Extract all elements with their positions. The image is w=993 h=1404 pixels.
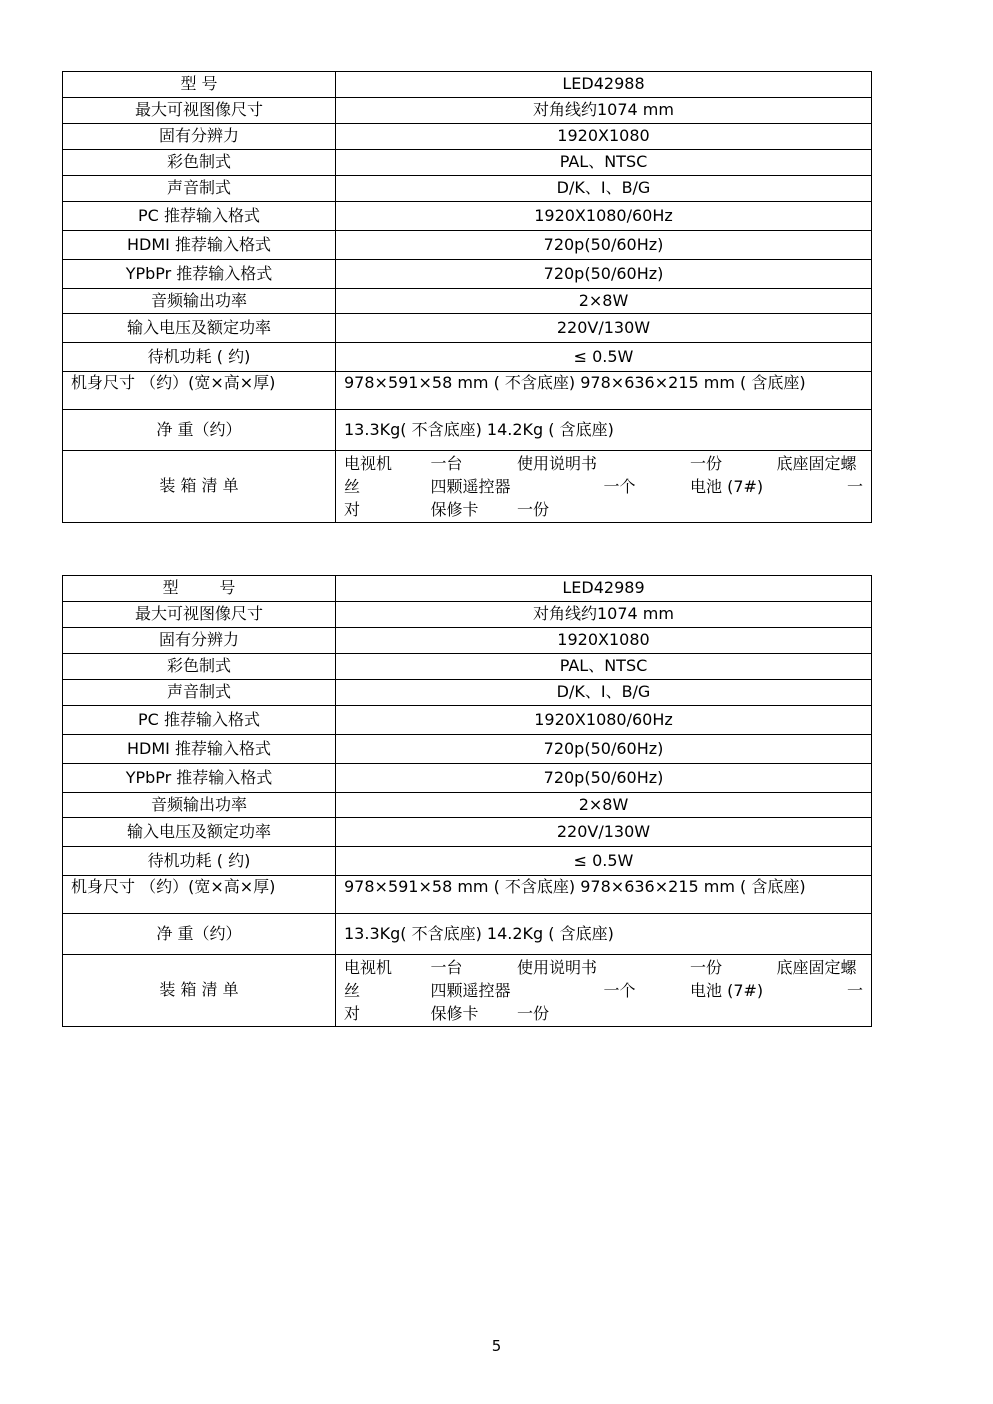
package-item [604,452,691,475]
spec-label: YPbPr 推荐输入格式 [63,764,336,793]
package-item: 对 [344,1004,361,1023]
package-item: 电视机 [344,958,393,977]
table-row [63,602,872,628]
package-item [604,1002,691,1025]
table-row [63,150,872,176]
spec-value: 对角线约1074 mm [336,98,872,124]
spec-label: 最大可视图像尺寸 [63,602,336,628]
spec-label: 声音制式 [63,680,336,706]
table-row [63,793,872,818]
table-row [63,124,872,150]
package-item [517,475,604,498]
table-row [63,260,872,289]
package-item: 使用说明书 [517,958,598,977]
spec-value: 1920X1080 [336,124,872,150]
spec-label: 彩色制式 [63,654,336,680]
spec-label: 最大可视图像尺寸 [63,98,336,124]
spec-value: PAL、NTSC [336,654,872,680]
package-item [777,498,864,521]
spec-label: 输入电压及额定功率 [63,818,336,847]
package-item: 四颗遥控器 [430,981,511,1000]
spec-label: PC 推荐输入格式 [63,202,336,231]
spec-label: 输入电压及额定功率 [63,314,336,343]
package-label: 装 箱 清 单 [63,451,336,523]
spec-value: PAL、NTSC [336,150,872,176]
table-row [63,98,872,124]
table-row [63,314,872,343]
table-row [63,735,872,764]
package-item: 一份 [517,500,550,519]
spec-value: 978×591×58 mm ( 不含底座) 978×636×215 mm ( 含底座) [336,372,872,410]
package-item [690,1002,777,1025]
spec-value: 1920X1080/60Hz [336,706,872,735]
package-item: 电视机 [344,454,393,473]
spec-value: 220V/130W [336,818,872,847]
package-item: 一份 [690,958,723,977]
page-number: 5 [491,1337,502,1355]
spec-table-led42989 [62,575,872,1027]
spec-value: 2×8W [336,289,872,314]
table-row [63,628,872,654]
spec-table-led42988 [62,71,872,523]
package-item [777,1002,864,1025]
package-item: 一 [846,981,863,1000]
spec-value: 13.3Kg( 不含底座) 14.2Kg ( 含底座) [336,410,872,451]
package-item: 底座固定螺 [776,454,857,473]
table-row [63,289,872,314]
spec-value: 1920X1080/60Hz [336,202,872,231]
package-item [604,956,691,979]
spec-value: 13.3Kg( 不含底座) 14.2Kg ( 含底座) [336,914,872,955]
spec-label: 净 重（约） [63,410,336,451]
table-row [63,654,872,680]
spec-value: 720p(50/60Hz) [336,260,872,289]
package-item: 对 [344,500,361,519]
package-item [690,498,777,521]
package-contents [336,955,872,1027]
table-row [63,706,872,735]
spec-label: 固有分辨力 [63,628,336,654]
table-row [63,764,872,793]
table-row [63,202,872,231]
package-item [604,498,691,521]
spec-label: 待机功耗 ( 约) [63,847,336,876]
spec-label: 机身尺寸 （约）(宽×高×厚) [63,876,336,914]
package-item: 一个 [603,981,636,1000]
table-row [63,680,872,706]
package-item: 使用说明书 [517,454,598,473]
package-item: 底座固定螺 [776,958,857,977]
table-row-package [63,955,872,1027]
spec-label: 音频输出功率 [63,289,336,314]
package-item: 一份 [517,1004,550,1023]
package-label: 装 箱 清 单 [63,955,336,1027]
package-item: 一台 [430,958,463,977]
table-row [63,343,872,372]
table-row [63,876,872,914]
spec-label: HDMI 推荐输入格式 [63,735,336,764]
table-row [63,576,872,602]
package-item: 一台 [430,454,463,473]
spec-value: 220V/130W [336,314,872,343]
package-item: 一个 [603,477,636,496]
package-item: 保修卡 [430,500,479,519]
spec-label: 型 号 [63,576,336,602]
package-item: 一 [846,477,863,496]
spec-value: 720p(50/60Hz) [336,764,872,793]
spec-value: LED42988 [336,72,872,98]
spec-label: 声音制式 [63,176,336,202]
table-row [63,847,872,876]
package-item: 电池 (7#) [690,981,764,1000]
spec-label: 彩色制式 [63,150,336,176]
spec-value: 720p(50/60Hz) [336,735,872,764]
table-row [63,372,872,410]
package-list [344,452,863,521]
table-row [63,818,872,847]
table-row [63,231,872,260]
package-item: 四颗遥控器 [430,477,511,496]
package-contents [336,451,872,523]
spec-value: ≤ 0.5W [336,847,872,876]
spec-value: 对角线约1074 mm [336,602,872,628]
spec-label: 型 号 [63,72,336,98]
spec-label: 固有分辨力 [63,124,336,150]
spec-label: 音频输出功率 [63,793,336,818]
spec-label: HDMI 推荐输入格式 [63,231,336,260]
spec-label: 净 重（约） [63,914,336,955]
spec-value: ≤ 0.5W [336,343,872,372]
table-row [63,914,872,955]
spec-value: D/K、I、B/G [336,176,872,202]
package-item: 丝 [344,981,361,1000]
spec-value: 1920X1080 [336,628,872,654]
table-row [63,176,872,202]
spec-label: 机身尺寸 （约）(宽×高×厚) [63,372,336,410]
package-item: 一份 [690,454,723,473]
table-row [63,410,872,451]
spec-value: 978×591×58 mm ( 不含底座) 978×636×215 mm ( 含底座) [336,876,872,914]
spec-label: YPbPr 推荐输入格式 [63,260,336,289]
spec-label: PC 推荐输入格式 [63,706,336,735]
table-row-package [63,451,872,523]
package-item [517,979,604,1002]
spec-value: 2×8W [336,793,872,818]
package-item: 保修卡 [430,1004,479,1023]
package-list [344,956,863,1025]
spec-label: 待机功耗 ( 约) [63,343,336,372]
package-item: 电池 (7#) [690,477,764,496]
spec-value: LED42989 [336,576,872,602]
table-row [63,72,872,98]
package-item: 丝 [344,477,361,496]
spec-value: 720p(50/60Hz) [336,231,872,260]
spec-value: D/K、I、B/G [336,680,872,706]
